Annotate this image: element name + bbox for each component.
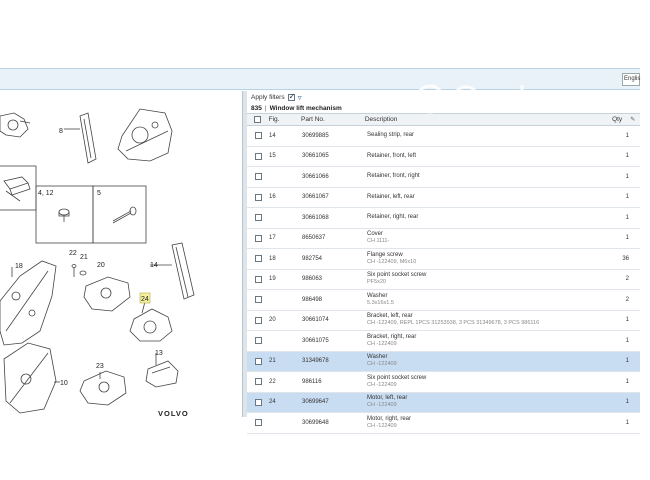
washer-21[interactable] [80,271,86,275]
cell-part-no[interactable]: 30661065 [302,153,329,160]
table-row[interactable] [247,290,640,311]
exploded-parts-diagram [0,91,243,417]
row-checkbox[interactable] [255,255,262,262]
cell-fig: 21 [269,358,276,365]
table-row[interactable] [247,352,640,373]
bracket-20[interactable] [84,277,130,311]
row-checkbox[interactable] [255,419,262,426]
cell-description [367,194,577,201]
callout-14: 14 [150,262,158,269]
cell-qty: 1 [625,358,629,365]
callout-23: 23 [96,363,104,370]
table-row[interactable] [247,126,640,147]
cell-part-no[interactable]: 30699648 [302,419,329,426]
cell-qty: 1 [625,214,629,221]
parts-table-body [247,126,640,434]
cell-fig: 20 [269,317,276,324]
callout-13: 13 [155,350,163,357]
cell-part-no[interactable]: 30661066 [302,173,329,180]
row-checkbox[interactable] [255,317,262,324]
watermark-text: Ovok [452,78,537,119]
description-note: CH -122409 [367,381,397,388]
cell-qty: 1 [625,317,629,324]
cell-description [367,313,577,327]
description-text: Motor, left, rear [367,395,408,402]
table-row[interactable] [247,188,640,209]
table-row[interactable] [247,229,640,250]
description-text: Flange screw [367,251,403,258]
callout-20: 20 [97,262,105,269]
description-note: CH 1111- [367,238,390,245]
table-row[interactable] [247,372,640,393]
cell-part-no[interactable]: 30699647 [302,399,329,406]
cell-qty: 1 [625,399,629,406]
cell-description [367,252,577,266]
table-row[interactable] [247,208,640,229]
cell-fig: 19 [269,276,276,283]
funnel-icon[interactable]: ▿ [297,92,302,102]
select-all-checkbox[interactable] [254,116,261,123]
regulator-10[interactable] [4,343,56,413]
row-checkbox[interactable] [255,132,262,139]
callout-21: 21 [80,254,88,261]
callout-4-12: 4, 12 [38,190,54,197]
sealing-strip-14[interactable] [172,243,194,299]
cell-fig: 16 [269,194,276,201]
row-checkbox[interactable] [255,194,262,201]
row-checkbox[interactable] [255,276,262,283]
cell-qty: 1 [625,194,629,201]
cell-part-no[interactable]: 982754 [302,255,323,262]
description-text: Washer [367,354,388,361]
description-note: CH -122409 [367,402,397,409]
cell-part-no[interactable]: 986116 [302,378,322,385]
cell-part-no[interactable]: 30661068 [302,214,329,221]
detail-box-left [0,166,36,210]
table-header [247,113,640,126]
cell-qty: 36 [622,255,629,262]
description-note: 5.3x16x1.5 [367,299,394,306]
motor-23[interactable] [80,371,126,405]
row-checkbox[interactable] [255,378,262,385]
clip-part[interactable] [4,177,30,201]
table-row[interactable] [247,331,640,352]
cell-fig: 18 [269,255,276,262]
description-note: CH -122409 [367,361,397,368]
motor-24[interactable] [130,309,172,341]
callout-22: 22 [69,250,77,257]
cell-fig: 17 [269,235,276,242]
apply-filters-label: Apply filters [251,93,285,101]
description-note: CH -122409 [367,340,397,347]
cell-description [367,416,577,430]
row-checkbox[interactable] [255,173,262,180]
table-row[interactable] [247,167,640,188]
header-qty[interactable]: Qty [612,116,623,123]
description-text: Six point socket screw [367,272,427,279]
cell-part-no[interactable]: 8650637 [302,235,326,242]
section-name: Window lift mechanism [269,104,342,112]
motor-top-left[interactable] [0,113,30,137]
header-part-no[interactable]: Part No. [301,116,325,123]
detail-box-5 [93,186,146,243]
cell-qty: 1 [625,337,629,344]
description-text: Motor, right, rear [367,415,412,422]
callout-24: 24 [141,296,149,303]
row-checkbox[interactable] [255,214,262,221]
cell-qty: 1 [625,153,629,160]
table-row[interactable] [247,393,640,414]
cell-description [367,173,577,180]
description-note: CH -122409, REPL 1PCS 31253938, 3 PCS 31349678, 3 PCS 986116 [367,320,540,327]
row-checkbox[interactable] [255,399,262,406]
screw-5[interactable] [113,207,136,223]
table-row[interactable] [247,413,640,434]
cell-qty: 2 [625,276,629,283]
cell-qty: 1 [625,132,629,139]
callout-18: 18 [15,263,23,270]
cell-description [367,272,577,286]
table-row[interactable] [247,311,640,332]
cell-description [367,214,577,221]
cell-fig: 22 [269,378,276,385]
header-fig[interactable]: Fig. [268,116,280,123]
cell-part-no[interactable]: 30699885 [302,132,329,139]
cell-qty: 1 [625,419,629,426]
row-checkbox[interactable] [255,235,262,242]
description-text: Bracket, left, rear [367,313,413,320]
description-text: Cover [367,231,384,238]
edit-icon[interactable]: ✎ [630,117,636,123]
regulator-top[interactable] [118,109,172,161]
cell-fig: 14 [269,132,276,139]
description-text: Washer [367,292,388,299]
callout-5: 5 [97,190,101,197]
description-text: Retainer, left, rear [367,193,415,200]
table-row[interactable] [247,147,640,168]
description-text: Six point socket screw [367,374,427,381]
cell-part-no[interactable]: 31349678 [302,358,329,365]
description-note: CH -122409 [367,422,397,429]
cell-qty: 1 [625,235,629,242]
section-separator: | [264,104,267,112]
filter-row [247,91,640,103]
screw-22[interactable] [72,265,76,278]
cell-part-no[interactable]: 30661067 [302,194,329,201]
table-row[interactable] [247,249,640,270]
volvo-brand-label: VOLVO [158,409,189,418]
cell-description [367,354,577,368]
cell-part-no[interactable]: 30661075 [302,337,329,344]
header-description[interactable]: Description [364,116,398,123]
cell-qty: 1 [625,173,629,180]
cell-qty: 1 [625,378,629,385]
cell-description [367,231,577,245]
row-checkbox[interactable] [255,358,262,365]
cell-part-no[interactable]: 986063 [302,276,323,283]
parts-list-panel [247,91,640,429]
cell-qty: 2 [625,296,629,303]
description-text: Bracket, right, rear [367,333,417,340]
description-text: Retainer, right, rear [367,214,419,221]
cell-part-no[interactable]: 986498 [302,296,323,303]
cell-description [367,132,577,139]
cell-description [367,293,577,307]
description-text: Sealing strip, rear [367,132,415,139]
apply-filters-checkbox[interactable] [288,94,295,101]
callout-8: 8 [59,128,63,135]
cell-description [367,395,577,409]
row-checkbox[interactable] [255,337,262,344]
row-checkbox[interactable] [255,153,262,160]
language-select[interactable]: Englis [622,73,640,86]
description-text: Retainer, front, left [367,152,417,159]
cell-description [367,375,577,389]
cell-fig: 15 [269,153,276,160]
section-number: 835 [251,104,262,112]
cell-description [367,334,577,348]
table-row[interactable] [247,270,640,291]
row-checkbox[interactable] [255,296,262,303]
top-toolbar [0,68,640,90]
sealing-strip-8[interactable] [80,113,96,163]
section-title [247,103,640,113]
exploded-diagram-panel [0,91,243,417]
cell-description [367,153,577,160]
description-text: Retainer, front, right [367,173,420,180]
cell-part-no[interactable]: 30661074 [302,317,329,324]
description-note: CH -122409, M6x10 [367,258,417,265]
callout-10: 10 [60,380,68,387]
cell-fig: 24 [269,399,276,406]
regulator-18[interactable] [0,261,56,345]
cover-13[interactable] [146,361,178,387]
bolt-4-12[interactable] [59,209,69,222]
description-note: PF5x20 [367,279,386,286]
